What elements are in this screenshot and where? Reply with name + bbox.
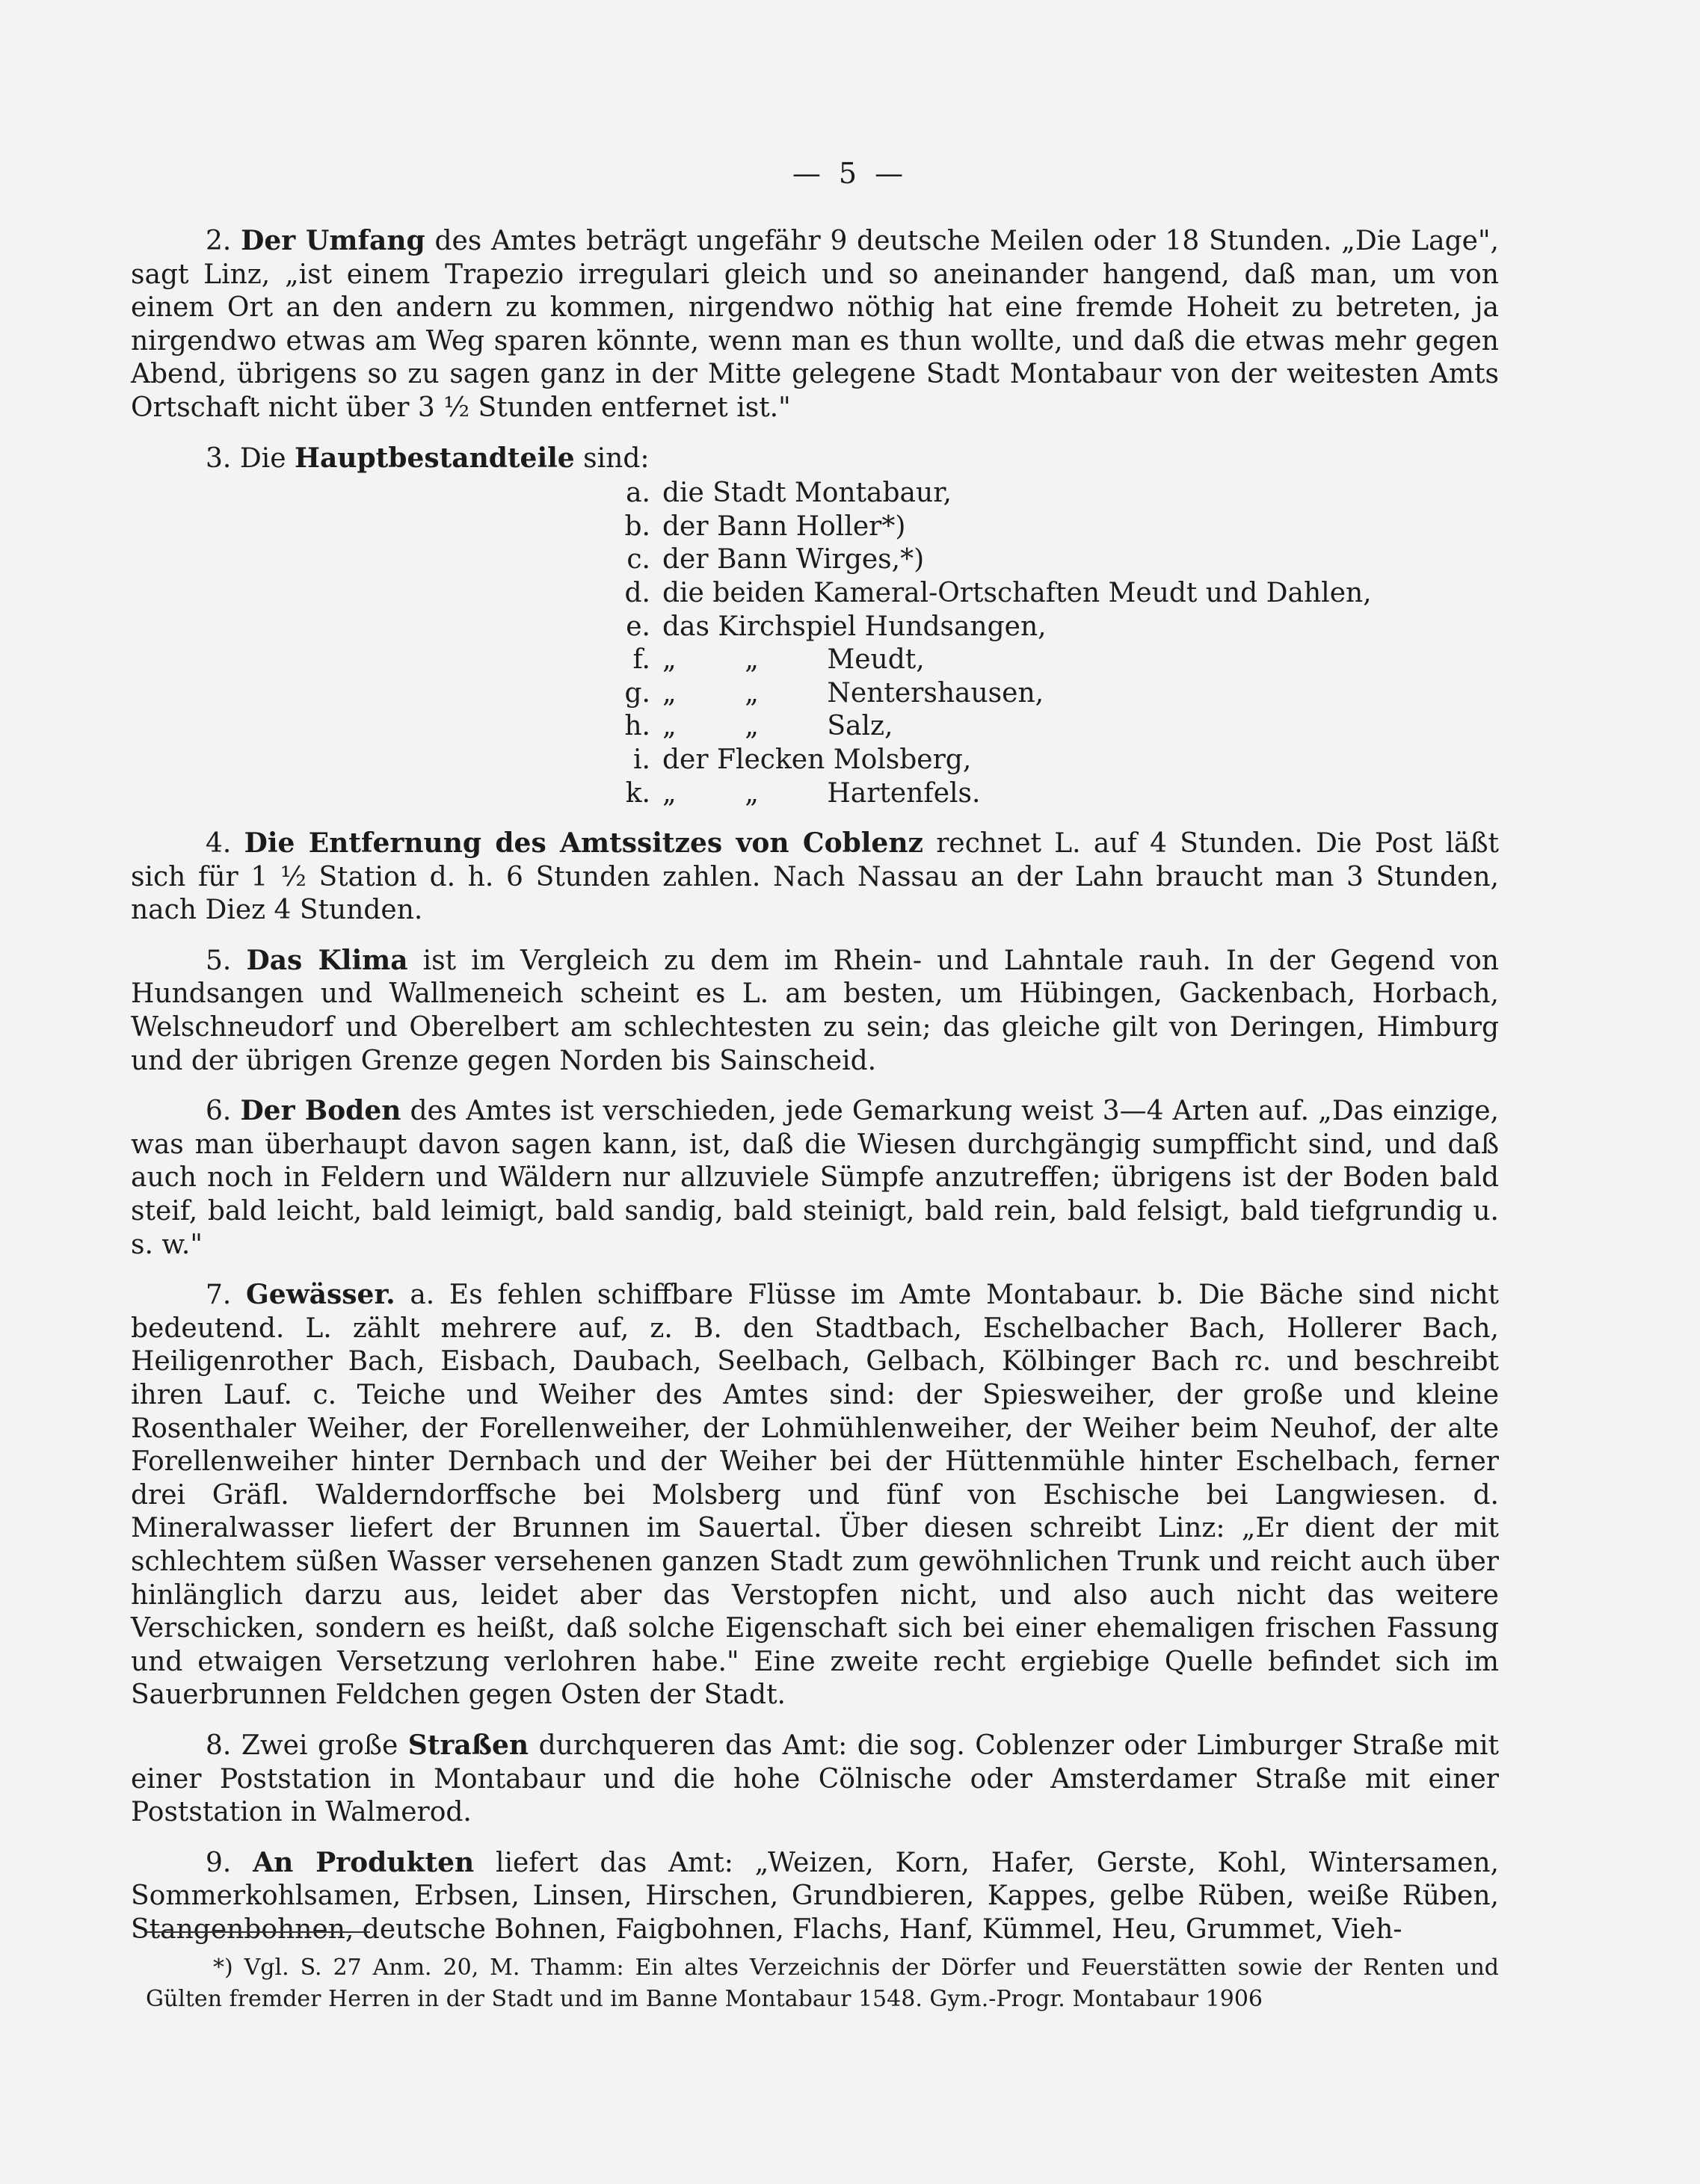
- paragraph-2: [131, 224, 1499, 425]
- paragraph-6: 6. Der Boden des Amtes ist verschieden, jede Gemarkung weist 3—4 Arten auf. „Das einzige, was man überhaupt davon sagen kann, ist, daß die Wiesen durchgängig sumpfficht sind, und daß auch noch in Feldern und Wäldern nur allzuviele Sümpfe anzutreffen; übrigens ist der Boden bald steif, bald leicht, bald leimigt, bald sandig, bald steinigt, bald rein, bald felsigt, bald tiefgrundig u. s. w.": [131, 1095, 1499, 1260]
- paragraph-7: 7. Gewässer. a. Es fehlen schiffbare Flüsse im Amte Montabaur. b. Die Bäche sind nicht bedeutend. L. zählt mehrere auf, z. B. den Stadtbach, Eschelbacher Bach, Hollerer Bach, Heiligenrother Bach, Eisbach, Daubach, Seelbach, Gelbach, Kölbinger Bach rc. und beschreibt ihren Lauf. c. Teiche und Weiher des Amtes sind: der Spiesweiher, der große und kleine Rosenthaler Weiher, der Forellenweiher, der Lohmühlenweiher, der Weiher beim Neuhof, der alte Forellenweiher hinter Dernbach und der Weiher bei der Hüttenmühle hinter Eschelbach, ferner drei Gräfl. Walderndorffsche bei Molsberg und fünf von Eschische bei Langwiesen. d. Mineralwasser liefert der Brunnen im Sauertal. Über diesen schreibt Linz: „Er dient der mit schlechtem süßen Wasser versehenen ganzen Stadt zum gewöhnlichen Trunk und reicht auch über hinlänglich darzu aus, leidet aber das Verstopfen nicht, und also auch nicht das weitere Verschicken, sondern es heißt, daß solche Eigenschaft sich bei einer ehemaligen frischen Fassung und etwaigen Versetzung verlohren habe." Eine zweite recht ergiebige Quelle befindet sich im Sauerbrunnen Feldchen gegen Osten der Stadt.: [131, 1279, 1499, 1711]
- section-number: 2.: [206, 226, 232, 256]
- section-heading: Die Entfernung des Amtssitzes von Coblenz: [244, 827, 923, 860]
- section-heading: Straßen: [407, 1729, 529, 1761]
- page-number: — 5 —: [792, 157, 908, 190]
- paragraph-3: [131, 442, 1499, 476]
- list-item: a. die Stadt Montabaur,: [626, 478, 952, 509]
- section-heading: Der Boden: [240, 1095, 401, 1127]
- paragraph-4: 4. Die Entfernung des Amtssitzes von Coblenz rechnet L. auf 4 Stunden. Die Post läßt sich für 1 ½ Station d. h. 6 Stunden zahlen. Nach Nassau an der Lahn braucht man 3 Stunden, nach Diez 4 Stunden.: [131, 827, 1499, 926]
- section-number: 3.: [206, 442, 232, 474]
- section-heading: An Produkten: [253, 1846, 475, 1878]
- section-text: sind:: [583, 442, 650, 474]
- list-item: c. der Bann Wirges,*): [626, 544, 925, 576]
- section-pretext: Die: [239, 442, 286, 474]
- section-text: des Amtes beträgt ungefähr 9 deutsche Meilen oder 18 Stunden. „Die Lage", sagt Linz, „ist einem Trapezio irregulari gleich und so aneinander hangend, daß man, um von einem Ort an den andern zu kommen, nirgendwo nöthig hat eine fremde Hoheit zu betreten, ja nirgendwo etwas am Weg sparen könnte, wenn man es thun wollte, und daß die etwas mehr gegen Abend, übrigens so zu sagen ganz in der Mitte gelegene Stadt Montabaur von der weitesten Amts Ortschaft nicht über 3 ½ Stunden entfernet ist.": [131, 226, 1499, 423]
- list-item: b. der Bann Holler*): [624, 510, 906, 542]
- section-heading: Gewässer.: [246, 1279, 395, 1311]
- list-item: h. „ „ Salz,: [624, 711, 893, 742]
- list-item: g. „ „ Nentershausen,: [624, 677, 1044, 709]
- list-item: d. die beiden Kameral-Ortschaften Meudt und Dahlen,: [624, 577, 1372, 608]
- list-item: e. das Kirchspiel Hundsangen,: [626, 611, 1047, 642]
- section-heading: Das Klima: [246, 944, 408, 976]
- list-item: i. der Flecken Molsberg,: [633, 744, 972, 775]
- section-heading: Hauptbestandteile: [294, 442, 575, 474]
- footnote-divider: [146, 1931, 370, 1933]
- list-item: f. „ „ Meudt,: [632, 644, 925, 676]
- list-item: k. „ „ Hartenfels.: [625, 777, 981, 809]
- paragraph-5: 5. Das Klima ist im Vergleich zu dem im Rhein- und Lahntale rauh. In der Gegend von Hundsangen und Wallmeneich scheint es L. am besten, um Hübingen, Gackenbach, Horbach, Welschneudorf und Oberelbert am schlechtesten zu sein; das gleiche gilt von Deringen, Himburg und der übrigen Grenze gegen Norden bis Sainscheid.: [131, 944, 1499, 1076]
- footnote: *) Vgl. S. 27 Anm. 20, M. Thamm: Ein altes Verzeichnis der Dörfer und Feuerstätten sowie der Renten und Gülten fremder Herren in der Stadt und im Banne Montabaur 1548. Gym.-Progr. Montabaur 1906: [146, 1955, 1499, 2012]
- page-body: [131, 224, 1499, 1964]
- components-list: [609, 477, 1499, 810]
- paragraph-9: 9. An Produkten liefert das Amt: „Weizen, Korn, Hafer, Gerste, Kohl, Wintersamen, Sommerkohlsamen, Erbsen, Linsen, Hirschen, Grundbieren, Kappes, gelbe Rüben, weiße Rüben, Stangenbohnen, deutsche Bohnen, Faigbohnen, Flachs, Hanf, Kümmel, Heu, Grummet, Vieh-: [131, 1846, 1499, 1945]
- section-heading: Der Umfang: [241, 225, 425, 256]
- paragraph-8: 8. Zwei große Straßen durchqueren das Amt: die sog. Coblenzer oder Limburger Straße mit einer Poststation in Montabaur und die hohe Cölnische oder Amsterdamer Straße mit einer Poststation in Walmerod.: [131, 1729, 1499, 1828]
